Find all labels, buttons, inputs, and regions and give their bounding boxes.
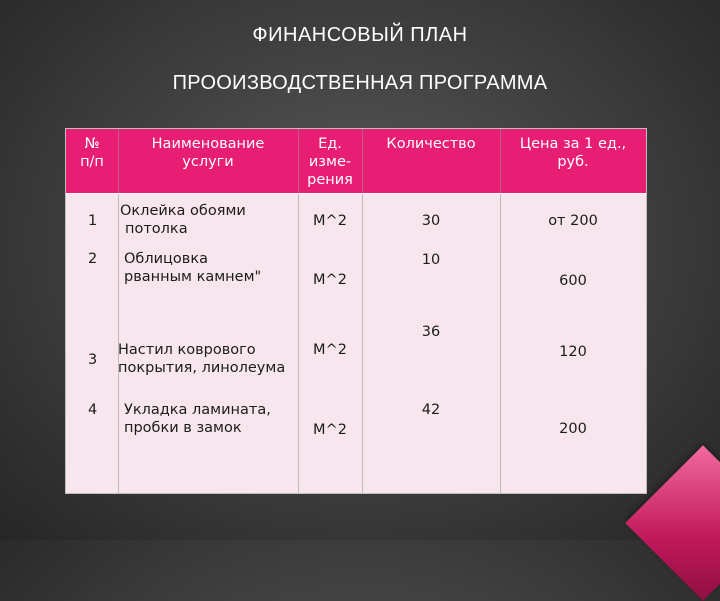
slide-title: ФИНАНСОВЫЙ ПЛАН <box>252 24 468 46</box>
header-quantity: Количество <box>386 136 476 152</box>
row4-price: 200 <box>559 421 587 437</box>
header-price-line2: руб. <box>557 154 589 170</box>
row2-price: 600 <box>559 273 587 289</box>
production-table <box>65 128 647 494</box>
header-unit <box>298 135 362 189</box>
row4-number: 4 <box>88 402 98 418</box>
row1-price: от 200 <box>548 213 598 229</box>
row4-name-line2: пробки в замок <box>124 420 242 436</box>
row1-number: 1 <box>88 213 98 229</box>
slide-subtitle: ПРООИЗВОДСТВЕННАЯ ПРОГРАММА <box>172 72 548 94</box>
header-name-line2: услуги <box>182 154 234 170</box>
column-divider <box>362 129 363 493</box>
header-number-line1: № <box>84 136 100 152</box>
row2-number: 2 <box>88 251 98 267</box>
row-divider <box>66 193 646 194</box>
row3-number: 3 <box>88 352 98 368</box>
row4-name <box>124 401 271 437</box>
row3-quantity: 36 <box>421 324 441 340</box>
header-price-line1: Цена за 1 ед., <box>519 136 627 152</box>
header-unit-line1: Ед. <box>318 136 342 152</box>
header-name-line1: Наименование <box>151 136 265 152</box>
row2-name <box>124 250 261 286</box>
row4-unit: М^2 <box>313 422 347 438</box>
column-divider <box>118 129 119 493</box>
row2-name-line2: рванным камнем" <box>124 269 262 285</box>
row2-quantity: 10 <box>421 252 441 268</box>
row1-unit: М^2 <box>313 213 347 229</box>
row2-name-line1: Облицовка <box>124 251 208 267</box>
row1-name-line2: потолка <box>125 221 188 237</box>
column-divider <box>500 129 501 493</box>
row2-unit: М^2 <box>313 272 347 288</box>
header-unit-line2: изме- <box>308 154 352 170</box>
row4-quantity: 42 <box>421 402 441 418</box>
row3-name-line1: Настил коврового <box>118 342 256 358</box>
row1-name-line1: Оклейка обоями <box>120 203 246 219</box>
row3-unit: М^2 <box>313 342 347 358</box>
row1-name <box>120 202 246 238</box>
row4-name-line1: Укладка ламината, <box>124 402 271 418</box>
row3-name-line2: покрытия, линолеума <box>118 360 286 376</box>
row1-quantity: 30 <box>421 213 441 229</box>
header-price <box>500 135 646 171</box>
header-number <box>66 135 118 171</box>
header-name <box>118 135 298 171</box>
header-unit-line3: рения <box>307 172 353 188</box>
header-number-line2: п/п <box>80 154 104 170</box>
row3-name <box>118 341 285 377</box>
row3-price: 120 <box>559 344 587 360</box>
